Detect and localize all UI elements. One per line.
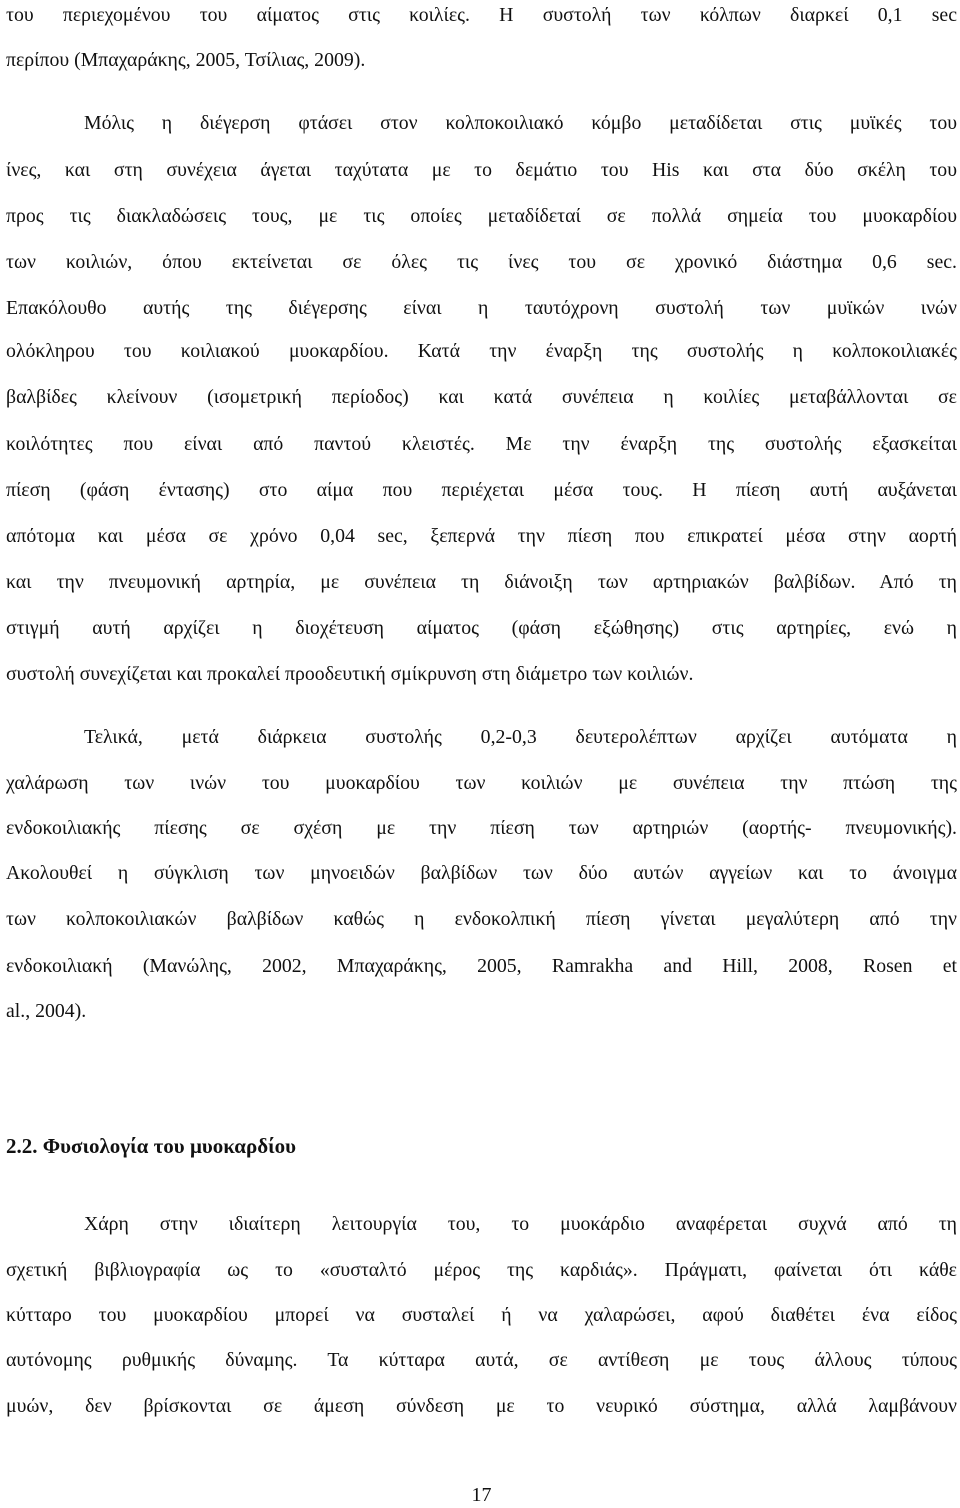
text-line: απότομα και μέσα σε χρόνο 0,04 sec, ξεπερνά την πίεση που επικρατεί μέσα στην αορτή bbox=[6, 525, 957, 547]
text-line: κύτταρο του μυοκαρδίου μπορεί να συσταλεί ή να χαλαρώσει, αφού διαθέτει ένα είδος bbox=[6, 1304, 957, 1326]
text-line: και την πνευμονική αρτηρία, με συνέπεια τη διάνοιξη των αρτηριακών βαλβίδων. Από τη bbox=[6, 571, 957, 593]
section-heading: 2.2. Φυσιολογία του μυοκαρδίου bbox=[6, 1134, 297, 1158]
text-line: των κολποκοιλιακών βαλβίδων καθώς η ενδοκολπική πίεση γίνεται μεγαλύτερη από την bbox=[6, 908, 957, 930]
document-page bbox=[6, 0, 957, 1508]
text-line: Ακολουθεί η σύγκλιση των μηνοειδών βαλβίδων των δύο αυτών αγγείων και το άνοιγμα bbox=[6, 862, 957, 884]
text-line: ενδοκοιλιακή (Μανώλης, 2002, Μπαχαράκης, 2005, Ramrakha and Hill, 2008, Rosen et bbox=[6, 955, 957, 977]
text-line: al., 2004). bbox=[6, 1000, 87, 1022]
text-line: χαλάρωση των ινών του μυοκαρδίου των κοιλιών με συνέπεια την πτώση της bbox=[6, 772, 957, 794]
text-line: πίεση (φάση έντασης) στο αίμα που περιέχεται μέσα τους. Η πίεση αυτή αυξάνεται bbox=[6, 479, 957, 501]
text-line: συστολή συνεχίζεται και προκαλεί προοδευτική σμίκρυνση στη διάμετρο των κοιλιών. bbox=[6, 663, 694, 685]
text-line: ενδοκοιλιακής πίεσης σε σχέση με την πίεση των αρτηριών (αορτής- πνευμονικής). bbox=[6, 817, 957, 839]
text-line: Χάρη στην ιδιαίτερη λειτουργία του, το μυοκάρδιο αναφέρεται συχνά από τη bbox=[84, 1213, 957, 1235]
text-line: ίνες, και στη συνέχεια άγεται ταχύτατα με το δεμάτιο του His και στα δύο σκέλη του bbox=[6, 159, 957, 181]
text-line: Επακόλουθο αυτής της διέγερσης είναι η ταυτόχρονη συστολή των μυϊκών ινών bbox=[6, 297, 957, 319]
text-line: μυών, δεν βρίσκονται σε άμεση σύνδεση με το νευρικό σύστημα, αλλά λαμβάνουν bbox=[6, 1395, 957, 1417]
page-number: 17 bbox=[471, 1484, 492, 1506]
text-line: των κοιλιών, όπου εκτείνεται σε όλες τις ίνες του σε χρονικό διάστημα 0,6 sec. bbox=[6, 251, 957, 273]
text-line: Μόλις η διέγερση φτάσει στον κολποκοιλιακό κόμβο μεταδίδεται στις μυϊκές του bbox=[84, 112, 957, 134]
text-line: προς τις διακλαδώσεις τους, με τις οποίες μεταδίδεταί σε πολλά σημεία του μυοκαρδίου bbox=[6, 205, 957, 227]
text-line: Τελικά, μετά διάρκεια συστολής 0,2-0,3 δευτερολέπτων αρχίζει αυτόματα η bbox=[84, 726, 957, 748]
text-line: αυτόνομης ρυθμικής δύναμης. Τα κύτταρα αυτά, σε αντίθεση με τους άλλους τύπους bbox=[6, 1349, 957, 1371]
text-line: περίπου (Μπαχαράκης, 2005, Τσίλιας, 2009). bbox=[6, 49, 366, 71]
text-line: βαλβίδες κλείνουν (ισομετρική περίοδος) και κατά συνέπεια η κοιλίες μεταβάλλονται σε bbox=[6, 386, 957, 408]
text-line: σχετική βιβλιογραφία ως το «συσταλτό μέρος της καρδιάς». Πράγματι, φαίνεται ότι κάθε bbox=[6, 1259, 957, 1281]
text-line: κοιλότητες που είναι από παντού κλειστές. Με την έναρξη της συστολής εξασκείται bbox=[6, 433, 957, 455]
text-line: στιγμή αυτή αρχίζει η διοχέτευση αίματος (φάση εξώθησης) στις αρτηρίες, ενώ η bbox=[6, 617, 957, 639]
text-line: του περιεχομένου του αίματος στις κοιλίες. Η συστολή των κόλπων διαρκεί 0,1 sec bbox=[6, 4, 957, 26]
text-line: ολόκληρου του κοιλιακού μυοκαρδίου. Κατά την έναρξη της συστολής η κολποκοιλιακές bbox=[6, 340, 957, 362]
